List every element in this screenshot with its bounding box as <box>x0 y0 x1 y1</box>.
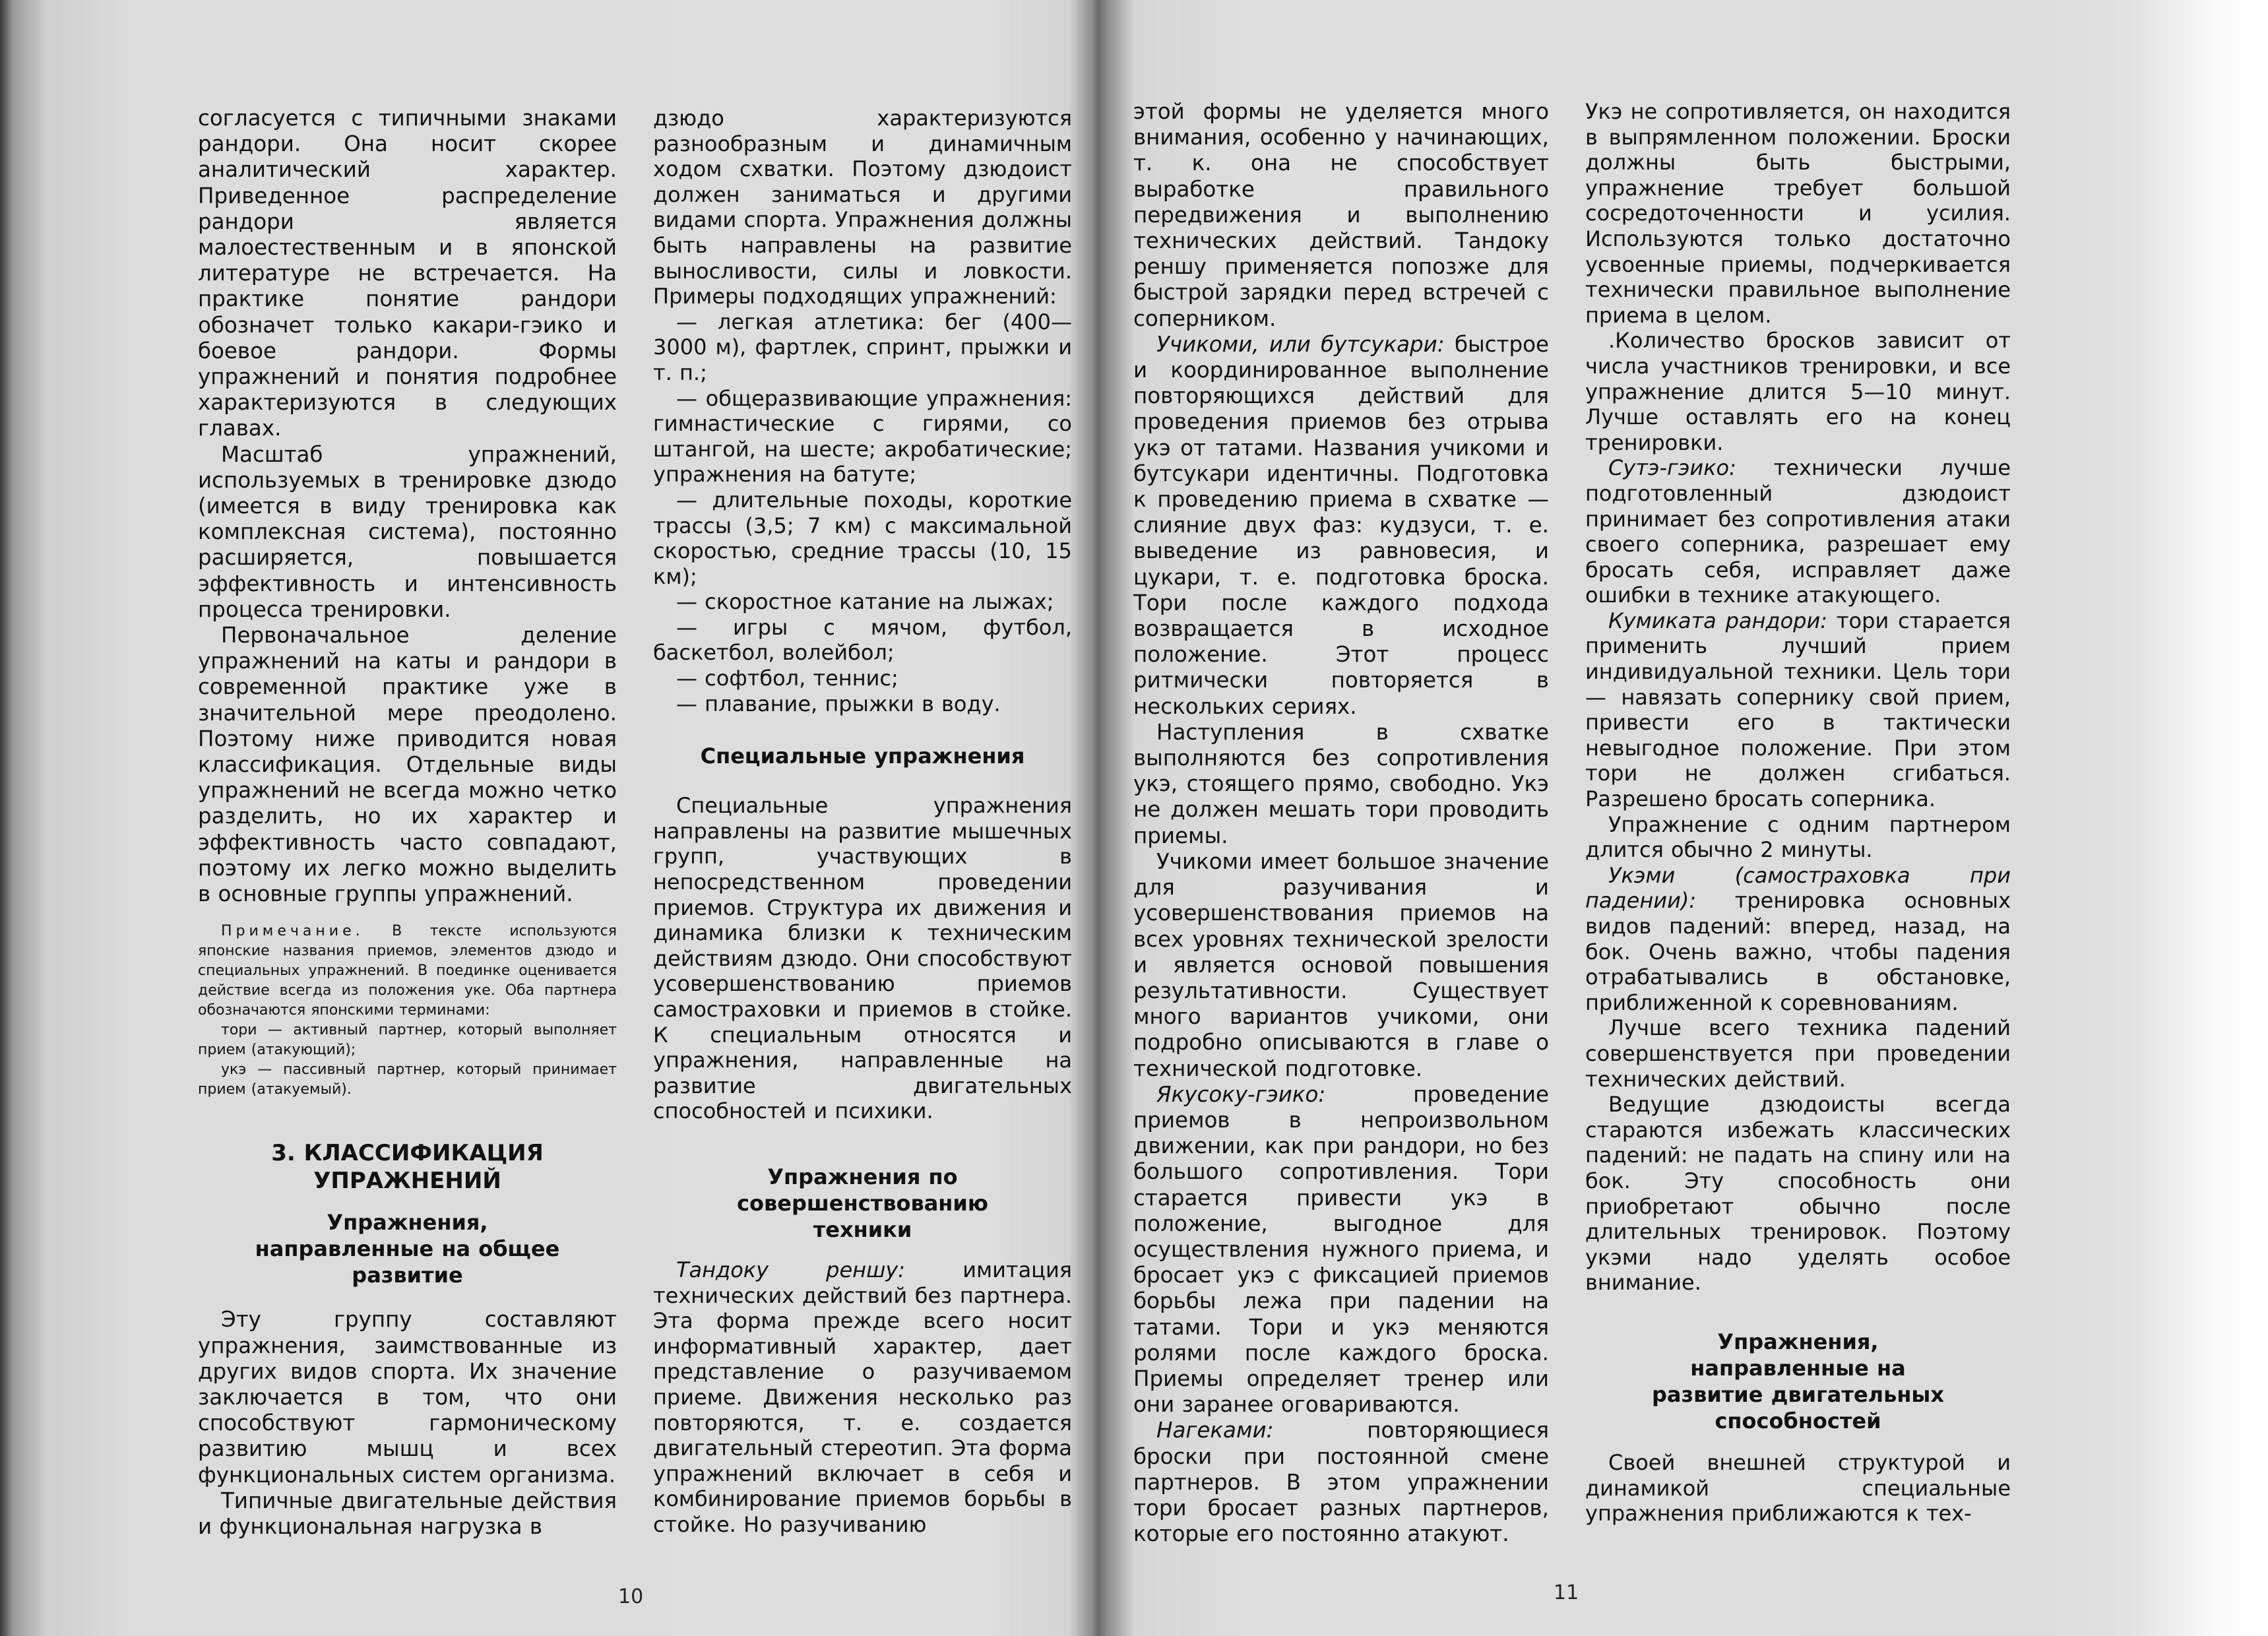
paragraph: Упражнение с одним партнером длится обычно 2 минуты. <box>1585 811 2011 863</box>
column-4 <box>1585 99 2011 1526</box>
paragraph: .Количество бросков зависит от числа участников тренировки, и все упражнение длится 5—10 минут. Лучше оставлять его на конец тренировки. <box>1585 328 2011 455</box>
subsection-heading: Упражнения, направленные на развитие двигательных способностей <box>1651 1329 1944 1433</box>
subsection-heading: Упражнения, направленные на общее развитие <box>255 1210 560 1288</box>
subsection-heading: Специальные упражнения <box>700 743 1025 769</box>
paragraph: этой формы не уделяется много внимания, особенно у начинающих, т. к. она не способствует выработке правильного передвижения и выполнению технических действий. Тандоку реншу применяется попозже для быстрой зарядки перед встречей с соперником. <box>1133 99 1549 331</box>
paragraph: Нагеками: повторяющиеся броски при постоянной смене партнеров. В этом упражнении тори бросает разных партнеров, которые его постоянно атакуют. <box>1133 1418 1549 1547</box>
page-number-right: 11 <box>1554 1581 1579 1604</box>
list-item: — софтбол, теннис; <box>676 666 898 691</box>
paragraph: Типичные двигательные действия и функциональная нагрузка в <box>198 1488 617 1539</box>
paragraph: Наступления в схватке выполняются без сопротивления укэ, стоящего прямо, свободно. Укэ не должен мешать тори проводить приемы. <box>1133 719 1549 848</box>
note-uke: укэ — пассивный партнер, который принимает прием (атакуемый). <box>198 1061 617 1098</box>
subsection-heading: Упражнения по совершенствованию техники <box>737 1164 988 1242</box>
term: Нагеками: <box>1156 1418 1274 1443</box>
paragraph: дзюдо характеризуются разнообразным и динамичным ходом схватки. Поэтому дзюдоист должен заниматься и другими видами спорта. Упражнения должны быть направлены на развитие выносливости, силы и ловкости. Примеры подходящих упражнений: <box>653 106 1072 309</box>
paragraph: Тандоку реншу: имитация технических действий без партнера. Эта форма прежде всего носит информативный характер, дает представление о разучиваемом приеме. Движения несколько раз повторяются, т. е. создается двигательный стереотип. Эта форма упражнений включает в себя и комбинирование приемов борьбы в стойке. Но разучиванию <box>653 1257 1072 1537</box>
paragraph: Укэми (самостраховка при падении): тренировка основных видов падений: вперед, назад, на бок. Очень важно, чтобы падения отрабатывались в обстановке, приближенной к соревнованиям. <box>1585 862 2011 1015</box>
column-2 <box>653 106 1072 1538</box>
paragraph: Кумиката рандори: тори старается применить лучший прием индивидуальной техники. Цель тори — навязать сопернику свой прием, привести его в тактически невыгодное положение. При этом тори не должен сгибаться. Разрешено бросать соперника. <box>1585 608 2011 812</box>
list-item: — общеразвивающие упражнения: гимнастические с гирями, со штангой, на шесте; акробатические; упражнения на батуте; <box>653 385 1072 488</box>
paragraph: Масштаб упражнений, используемых в тренировке дзюдо (имеется в виду тренировка как комплексная система), постоянно расширяется, повышается эффективность и интенсивность процесса тренировки. <box>198 441 617 622</box>
term: Кумиката рандори: <box>1608 608 1828 633</box>
paragraph: Якусоку-гэико: проведение приемов в непроизвольном движении, как при рандори, но без большого сопротивления. Тори старается привести укэ в положение, выгодное для осуществления нужного приема, и бросает укэ с фиксацией приемов борьбы лежа при падении на татами. Тори и укэ меняются ролями после каждого броска. Приемы определяет тренер или они заранее оговариваются. <box>1133 1081 1549 1418</box>
list-item: — плавание, прыжки в воду. <box>676 691 1001 716</box>
paragraph: Учикоми имеет большое значение для разучивания и усовершенствования приемов на всех уровнях технической зрелости и является основой повышения результативности. Существует много вариантов учикоми, они подробно описываются в главе о технической подготовке. <box>1133 848 1549 1081</box>
paragraph: Первоначальное деление упражнений на каты и рандори в современной практике уже в значительной мере преодолено. Поэтому ниже приводится новая классификация. Отдельные виды упражнений не всегда можно четко разделить, но их характер и эффективность часто совпадают, поэтому их легко можно выделить в основные группы упражнений. <box>198 623 617 907</box>
paragraph: Ведущие дзюдоисты всегда стараются избежать классических падений: не падать на спину или на бок. Эту способность они приобретают обычно после длительных тренировок. Поэтому укэми надо уделять особое внимание. <box>1585 1092 2011 1296</box>
note-label: Примечание. <box>221 923 364 940</box>
page-number-left: 10 <box>618 1585 644 1608</box>
page-edge <box>2137 0 2268 1636</box>
list-item: — легкая атлетика: бег (400—3000 м), фартлек, спринт, прыжки и т. п.; <box>653 309 1072 385</box>
column-1 <box>198 106 617 1540</box>
list-item: — игры с мячом, футбол, баскетбол, волейбол; <box>653 614 1072 666</box>
term: Тандоку реншу: <box>676 1257 906 1282</box>
paragraph: Укэ не сопротивляется, он находится в выпрямленном положении. Броски должны быть быстрыми, упражнение требует большой сосредоточенности и усилия. Используются только достаточно усвоенные приемы, подчеркивается технически правильное выполнение приема в целом. <box>1585 99 2011 328</box>
term: Укэми (самостраховка при падении): <box>1585 862 2011 914</box>
paragraph: Своей внешней структурой и динамикой специальные упражнения приближаются к тех- <box>1585 1449 2011 1526</box>
paragraph: Специальные упражнения направлены на развитие мышечных групп, участвующих в непосредственном проведении приемов. Структура их движения и динамика близки к техническим действиям дзюдо. Они способствуют усовершенствованию приемов самостраховки и приемов в стойке. К специальным относятся и упражнения, направленные на развитие двигательных способностей и психики. <box>653 793 1072 1124</box>
note-tori: тори — активный партнер, который выполняет прием (атакующий); <box>198 1022 617 1059</box>
note <box>198 922 617 1021</box>
paragraph: согласуется с типичными знаками рандори. Она носит скорее аналитический характер. Приведенное распределение рандори является малоестественным и в японской литературе не встречается. На практике понятие рандори обозначет только какари-гэико и боевое рандори. Формы упражнений и понятия подробнее характеризуются в следующих главах. <box>198 106 617 441</box>
term: Сутэ-гэико: <box>1608 455 1736 481</box>
list-item: — длительные походы, короткие трассы (3,5; 7 км) с максимальной скоростью, средние трассы (10, 15 км); <box>653 487 1072 589</box>
term: Учикоми, или бутсукари: <box>1156 331 1445 357</box>
paragraph: Учикоми, или бутсукари: быстрое и координированное выполнение повторяющихся действий для проведения приемов без отрыва укэ от татами. Названия учикоми и бутсукари идентичны. Подготовка к проведению приема в схватке — слияние двух фаз: кудзуси, т. е. выведение из равновесия, и цукари, т. е. подготовка броска. Тори после каждого подхода возвращается в исходное положение. Этот процесс ритмически повторяется в нескольких сериях. <box>1133 331 1549 719</box>
paragraph: Эту группу составляют упражнения, заимствованные из других видов спорта. Их значение заключается в том, что они способствуют гармоническому развитию мышц и всех функциональных систем организма. <box>198 1307 617 1488</box>
paragraph: Лучше всего техника падений совершенствуется при проведении технических действий. <box>1585 1015 2011 1092</box>
paragraph: Сутэ-гэико: технически лучше подготовленный дзюдоист принимает без сопротивления атаки своего соперника, разрешает ему бросать себя, исправляет даже ошибки в технике атакующего. <box>1585 455 2011 608</box>
term: Якусоку-гэико: <box>1156 1081 1326 1107</box>
column-3 <box>1133 99 1549 1547</box>
section-heading: 3. КЛАССИФИКАЦИЯ УПРАЖНЕНИЙ <box>271 1140 544 1195</box>
list-item: — скоростное катание на лыжах; <box>676 589 1054 615</box>
note-text: В тексте используются японские названия приемов, элементов дзюдо и специальных упражнений. В поединке оценивается действие всегда из положения укe. Оба партнера обозначаются японскими терминами: <box>198 923 617 1019</box>
